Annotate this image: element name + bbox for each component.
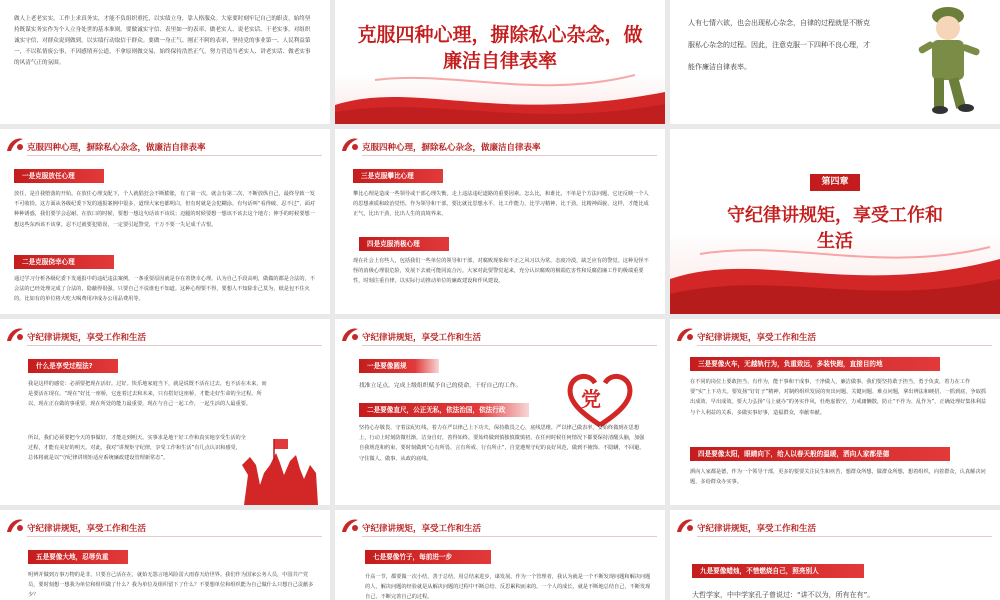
soldier-cartoon-icon — [910, 2, 990, 122]
point-text: 坚持心存敬畏、守着法纪红线，着力在严以律己上下功夫，保持敬畏之心，底线思维，严以律己做表率。要始终做到在思想上，行动上时刻防微杜渐，洁身自好，善得始终。要始终做到慎独慎微慎初，在任何时候任何情况下都要保持清醒头脑，加强自我规范和约束，要时刻做到“心有所畏、言有所戒、行有所止”，自觉遵规守纪的良好风范，做到不掩饰、不隐瞒，不回避。守住做人、做事、从政的底线。 — [359, 425, 645, 462]
slide-overcome-indulgence[interactable] — [0, 129, 330, 314]
point-text: 升高一节，都要做一次小结，善于总结，用总结来进步，谋发展。作为一个管理者，我认为就是一个不断发现问题和解决问题的人，解决问题的经验就是从解决问题的过程中不断总结、反思累积而来的。一个人的成长，就是不断地总结自己，不断发现自己，不断完善自己的过程。 — [365, 574, 651, 600]
header-title: 守纪律讲规矩，享受工作和生活 — [697, 524, 817, 534]
point-heading: 一是克服放任心理 — [14, 169, 104, 183]
header-title: 守纪律讲规矩，享受工作和生活 — [27, 333, 147, 343]
party-emblem-icon — [5, 135, 25, 153]
slide-header — [0, 129, 330, 159]
point-heading: 二是要像直尺，公正无私，依法治国，依法行政 — [359, 403, 529, 417]
header-title: 克服四种心理，摒除私心杂念，做廉洁自律表率 — [27, 143, 206, 153]
point-text: 大哲学家，中中学家孔子曾说过：“讲不以为，所有在有”。 — [692, 591, 875, 599]
slide-body-text: 做人上老老实实，工作上求真务实，才能不负组织重托，以实绩立身，靠人格服众。大家要时刻牢记自己的职责，始终坚持既谋实务实作为个人立身处世的基本准则。要做诚实守信、表里如一的表率，做老实人、说老实话、干老实事。对组织诚实守信，对群众说到做到，以实绩行动取信于群众。要做一身正气、刚正不阿的表率，坚持党的事业第一、人民利益第一，不以私情废公事，不因感情弃公道，不拿原则做交易，始终保持浩然正气。努力营造当老实人、讲老实话、做老实事的风清气正的氛围。 — [14, 16, 311, 66]
slide-train-sun[interactable] — [670, 319, 1000, 505]
point-heading: 二是克服侥幸心理 — [14, 255, 114, 269]
slide-earth[interactable] — [0, 510, 330, 600]
header-title: 守纪律讲规矩，享受工作和生活 — [362, 524, 482, 534]
slide-overcome-comparison[interactable] — [335, 129, 665, 314]
point-text: 明辨并做到万事万物的是非，只要自己活在在，就始无怨言地风险雷大雨春天给世界。我们作为国家公务人员，中国共产党员，要时刻想一想我为单位和组织做了什么？我为单位及组织留下了什么？不要想单位和组织能为自己做什么只想自己贡献多少？ — [28, 572, 314, 599]
point-text: 攀比心理是造成一些领导或干部心理失衡，走上违法违纪道路的重要因素。怎么比，和谁比，不单是个方法问题，它还反映一个人的思想素质和政治觉悟。作为领导和干部，要比就比思想水平，比工作能力，比学习精神，比干劲，比精神面貌，这样，才能比成正气，比出干劲，比出人生的真境界来。 — [353, 191, 649, 218]
slide-header — [670, 319, 1000, 349]
point-heading: 四是要像太阳，眼睛向下，给人以春天般的温暖，洒向人家都是德 — [690, 447, 950, 461]
section-title: 克服四种心理，摒除私心杂念，做廉洁自律表率 — [357, 24, 643, 72]
slide-header — [335, 129, 665, 159]
point-text: 我是这样的感觉：必须要把现在活好。过好。快乐地家庭当下，就是说既不活在过去，也不活在未来，而是要活在现在。“现在”好比一座桥，它连着过去和未来，只有搭好这座桥，才能走好生命的全过程。所以，现在正在做的事重要，现在所处的能力最重要，现在与自己一起工作，一起生活的人最重要。 — [28, 381, 267, 408]
party-emblem-icon — [675, 516, 695, 534]
slide-header — [335, 319, 665, 349]
chapter-title: 守纪律讲规矩，享受工作和生活 — [727, 205, 943, 252]
slide-bamboo[interactable] — [335, 510, 665, 600]
party-emblem-icon — [340, 135, 360, 153]
slide-body-text: 人有七情六欲，也会出现私心杂念，自律的过程就是不断克服私心杂念的过程。因此，注意克服一下四种不良心理，才能作廉洁自律表率。 — [688, 19, 870, 71]
slide-chapter-four[interactable] — [670, 129, 1000, 314]
slide-section-title[interactable] — [335, 0, 665, 124]
slide-header — [0, 510, 330, 540]
party-emblem-icon — [340, 516, 360, 534]
point-text: 所以，我们必须要把今天的事做好，才能走到明天。实事求是地干好工作和真实地享受生活的全过程，才能有美好的明天。对此，我对“讲规矩守纪律，享受工作和生活”有几点认识和感受，总体将就是以“守纪律讲规矩适应系统廉政建设管理新常态”。 — [28, 435, 246, 462]
slide-intro-text[interactable] — [670, 0, 1000, 124]
point-heading: 三是克服攀比心理 — [353, 169, 443, 183]
slide-header — [670, 510, 1000, 540]
slide-header — [335, 510, 665, 540]
header-title: 克服四种心理，摒除私心杂念，做廉洁自律表率 — [362, 143, 541, 153]
slide-candle[interactable] — [670, 510, 1000, 600]
point-heading: 一是要像圆规 — [359, 359, 439, 373]
point-heading: 什么是享受过程法? — [28, 359, 118, 373]
party-emblem-icon — [340, 325, 360, 343]
point-text: 放任，是自我堕落的开始。在放任心理支配下，个人就猖狂会不断膨胀，有了第一次，就会有第二次，不断放纵自己，最终导致一发不可收拾。这方面从各级纪委下发的通报案例中很多，道理大家也都明白，但有时就是会犯糊涂。有句话叫“看得破、忍不过”，面对种种诱惑，我们要学会忍耐，在放口的时候，要想一想这句话该不该说；迈腿的时候要想一想该不该去这个地方；伸手的时候要想一想这些东西该不该拿。忍不过就要犯错误，一定要引起警觉，千万不要一失足成千古恨。 — [14, 191, 316, 228]
point-heading: 五是要像大地，忍辱负重 — [28, 550, 128, 564]
point-heading: 四是克服消极心理 — [359, 237, 449, 251]
party-emblem-icon — [5, 516, 25, 534]
point-text: 通过学习分析各级纪委下发通报中的违纪违法案例，一条重要原因就是存在着侥幸心理。认为自己手段高明，做做的都是合法的，不会法的已经处理完成了合法的，隐蔽得很强。只要自己不说谁也不知道。这种心理要不得，要想人不知除非己莫为，纸是包不住火的。比如有的单位将大吃大喝费用冲成办公用品费用等。 — [14, 276, 315, 303]
slide-header — [0, 319, 330, 349]
point-heading: 七是要像竹子，每前进一步 — [365, 550, 491, 564]
red-crowd-silhouette-icon — [234, 435, 324, 505]
point-heading: 九是要像蜡烛，不惜燃烧自己，照亮别人 — [692, 564, 864, 578]
point-text: 洒向人家都是德，作为一个领导干部，更多的要要关注民生和疾苦，想群众所想，做群众所想，想着组织，向着群众，认真解决问题，多给群众办实事。 — [690, 469, 986, 486]
point-heading: 三是要像火车，无越轨行为，负重致远，多装快跑，直接目的地 — [690, 357, 940, 371]
slide-enjoy-process[interactable] — [0, 319, 330, 505]
party-emblem-icon — [5, 325, 25, 343]
header-title: 守纪律讲规矩，享受工作和生活 — [362, 333, 482, 343]
point-text: 找准立足点，完成上级组织赋予自己的使命，干好自己的工作。 — [359, 383, 522, 389]
party-character: 党 — [581, 387, 601, 411]
slide-compass-ruler[interactable] — [335, 319, 665, 505]
header-title: 守纪律讲规矩，享受工作和生活 — [697, 333, 817, 343]
point-text: 现在社会上有些人，包括我们一些单位的领导和干部，对腐败现象和不正之风习以为常，态度冷漠，缺乏应有的警觉。这种见怪不怪的消极心理很危险，发展下去就可能同流合污。大家对此要警觉起来，充分认识腐败的极端危害性和反腐倡廉工作的极端重要性，时刻注重自律，以实际行动推动单位的廉政建设和作风建设。 — [353, 258, 649, 285]
chapter-badge: 第四章 — [810, 174, 860, 191]
header-title: 守纪律讲规矩，享受工作和生活 — [27, 524, 147, 534]
slide-integrity-text[interactable] — [0, 0, 330, 124]
party-emblem-icon — [675, 325, 695, 343]
point-text: 在不同的岗位上要敢担当、有作为，能干事和干成事，干净做人，廉洁做事。我们要坚持敢于担当，勇于负责，着力在工作要“实”上下功夫。要发扬“钉钉子”精神，对制约组织发展的突出问题、关键问题、难点问题，拿出辨法和硬招，一抓到底，争取抓出成效、早出成效。要大力弘扬“马上就办”的务实作风，杜绝虚假空，力戒庸懒散，防止“不作为、乱作为”，正确处理好集体利益与个人利益的关系，多做实事好事，造福群众，奉献奉献。 — [690, 379, 987, 416]
